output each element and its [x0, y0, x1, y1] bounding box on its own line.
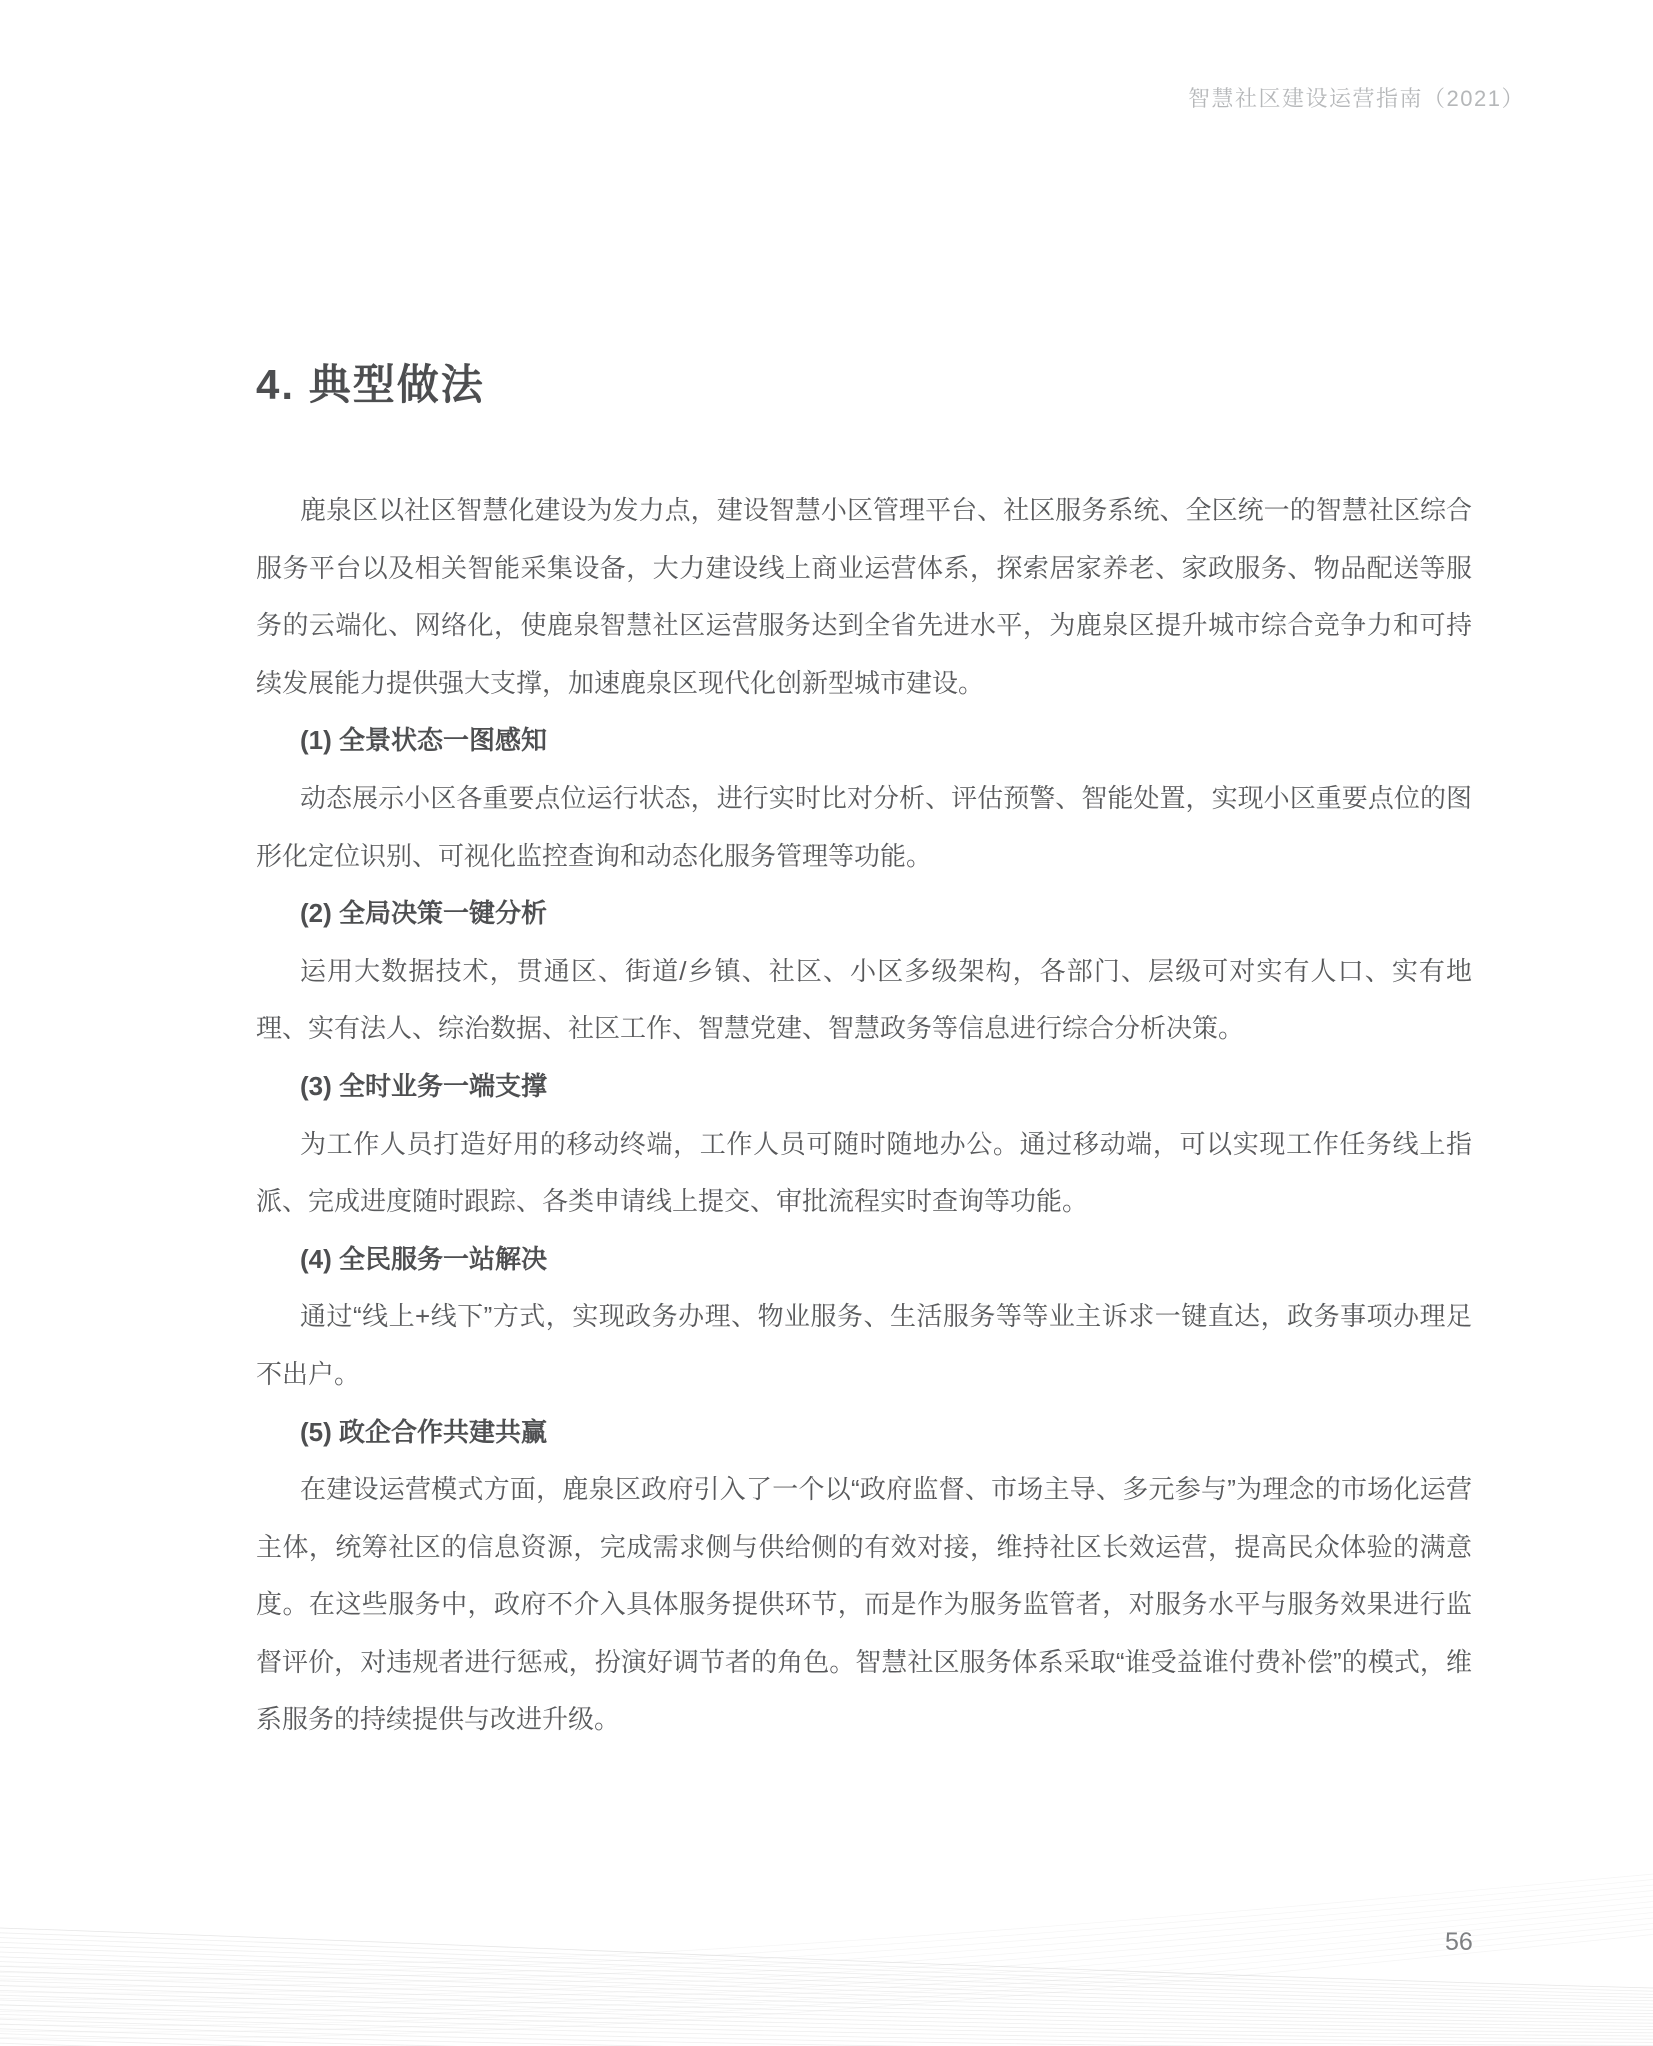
- subsection-heading: (1) 全景状态一图感知: [300, 725, 548, 756]
- subsection-heading: (5) 政企合作共建共赢: [300, 1416, 548, 1447]
- paragraph: 为工作人员打造好用的移动终端，工作人员可随时随地办公。通过移动端，可以实现工作任务线上指派、完成进度随时跟踪、各类申请线上提交、审批流程实时查询等功能。: [256, 1128, 1472, 1217]
- paragraph: 通过“线上+线下”方式，实现政务办理、物业服务、生活服务等等业主诉求一键直达，政务事项办理足不出户。: [256, 1301, 1472, 1389]
- section-title: 4. 典型做法: [256, 361, 485, 408]
- paragraph: 在建设运营模式方面，鹿泉区政府引入了一个以“政府监督、市场主导、多元参与”为理念的市场化运营主体，统筹社区的信息资源，完成需求侧与供给侧的有效对接，维持社区长效运营，提高民众体验的满意度。在这些服务中，政府不介入具体服务提供环节，而是作为服务监管者，对服务水平与服务效果进行监督评价，对违规者进行惩戒，扮演好调节者的角色。智慧社区服务体系采取“谁受益谁付费补偿”的模式，维系服务的持续提供与改进升级。: [256, 1474, 1472, 1735]
- page-number: 56: [1445, 1928, 1473, 1956]
- subsection-heading: (3) 全时业务一端支撑: [300, 1070, 548, 1101]
- subsection-heading: (2) 全局决策一键分析: [300, 898, 548, 929]
- paragraph: 动态展示小区各重要点位运行状态，进行实时比对分析、评估预警、智能处置，实现小区重要点位的图形化定位识别、可视化监控查询和动态化服务管理等功能。: [256, 782, 1472, 871]
- paragraph: 运用大数据技术，贯通区、街道/乡镇、社区、小区多级架构，各部门、层级可对实有人口、实有地理、实有法人、综治数据、社区工作、智慧党建、智慧政务等信息进行综合分析决策。: [256, 955, 1472, 1044]
- paragraph: 鹿泉区以社区智慧化建设为发力点，建设智慧小区管理平台、社区服务系统、全区统一的智慧社区综合服务平台以及相关智能采集设备，大力建设线上商业运营体系，探索居家养老、家政服务、物品配送等服务的云端化、网络化，使鹿泉智慧社区运营服务达到全省先进水平，为鹿泉区提升城市综合竞争力和可持续发展能力提供强大支撑，加速鹿泉区现代化创新型城市建设。: [256, 495, 1472, 698]
- content-area: [256, 482, 1472, 1749]
- subsection-heading: (4) 全民服务一站解决: [300, 1243, 548, 1274]
- wave-decoration: [0, 1816, 1653, 2046]
- running-header: 智慧社区建设运营指南（2021）: [1188, 86, 1525, 111]
